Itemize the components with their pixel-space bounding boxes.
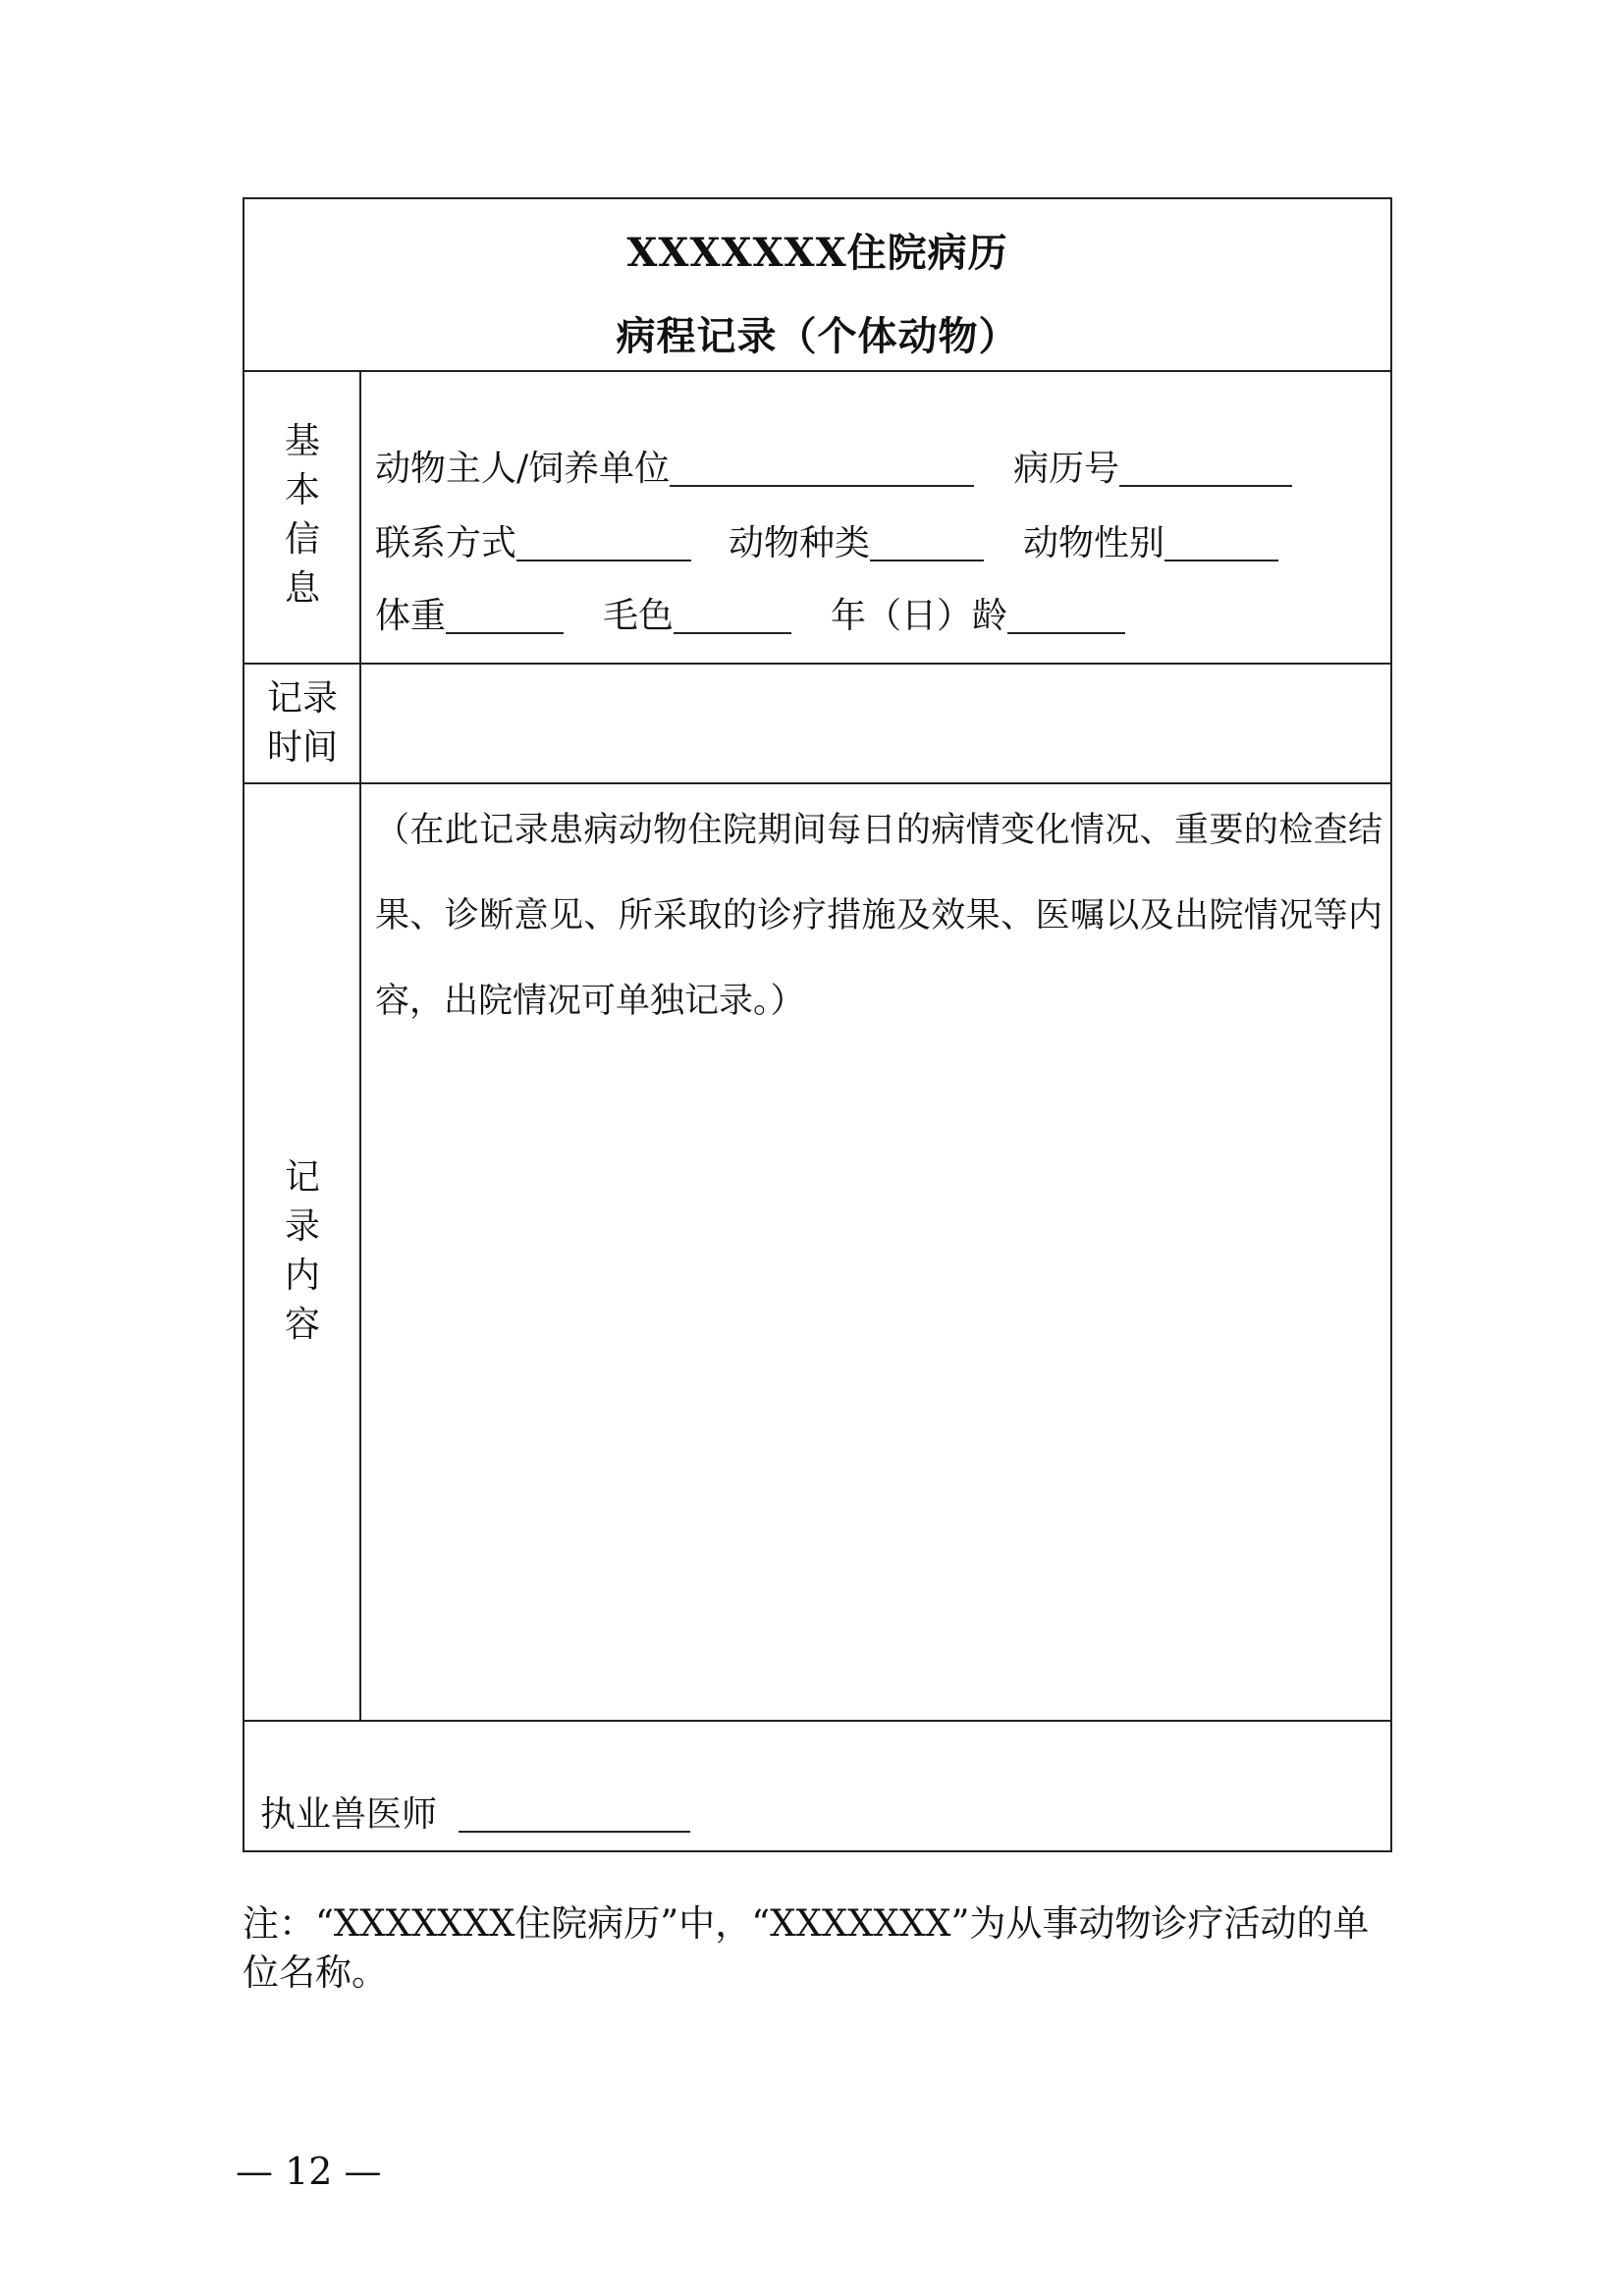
record-time-input[interactable] (361, 665, 1390, 782)
footnote: 注：“XXXXXXX住院病历”中，“XXXXXXX”为从事动物诊疗活动的单位名称。 (243, 1902, 1370, 1994)
contact-blank[interactable] (516, 528, 691, 561)
record-content-label: 记 录 内 容 (284, 1157, 320, 1345)
signer-label: 执业兽医师 (260, 1794, 438, 1835)
form-subtitle: 病程记录（个体动物） (616, 313, 1019, 359)
case-no-field[interactable]: 病历号 (1013, 441, 1292, 491)
weight-field[interactable]: 体重 (375, 588, 564, 638)
age-field[interactable]: 年（日）龄 (831, 588, 1125, 638)
sex-field[interactable]: 动物性别 (1023, 515, 1278, 565)
divider (244, 782, 1390, 784)
species-blank[interactable] (870, 528, 984, 561)
coat-color-field[interactable]: 毛色 (603, 588, 791, 638)
weight-blank[interactable] (446, 601, 564, 634)
coat-color-blank[interactable] (674, 601, 791, 634)
signature-blank[interactable] (459, 1799, 690, 1833)
medical-record-form (243, 197, 1392, 1852)
record-content-hint[interactable]: （在此记录患病动物住院期间每日的病情变化情况、重要的检查结果、诊断意见、所采取的诊疗措施及效果、医嘱以及出院情况等内容，出院情况可单独记录。） (375, 811, 1382, 1021)
info-row-3 (375, 588, 1125, 638)
contact-field[interactable]: 联系方式 (375, 515, 691, 565)
owner-field[interactable]: 动物主人/饲养单位 (375, 441, 974, 491)
divider (244, 370, 1390, 372)
form-title: XXXXXXX住院病历 (626, 230, 1008, 276)
owner-blank[interactable] (670, 454, 974, 487)
case-no-blank[interactable] (1119, 454, 1292, 487)
divider (244, 1720, 1390, 1722)
basic-info-label: 基 本 信 息 (284, 421, 320, 609)
species-field[interactable]: 动物种类 (729, 515, 984, 565)
page-number: — 12 — (236, 2150, 382, 2193)
info-row-1 (375, 441, 1292, 491)
info-row-2 (375, 515, 1278, 565)
sex-blank[interactable] (1164, 528, 1278, 561)
record-time-label: 记录 时间 (266, 678, 338, 768)
age-blank[interactable] (1007, 601, 1125, 634)
veterinarian-signature-field[interactable] (260, 1787, 690, 1837)
